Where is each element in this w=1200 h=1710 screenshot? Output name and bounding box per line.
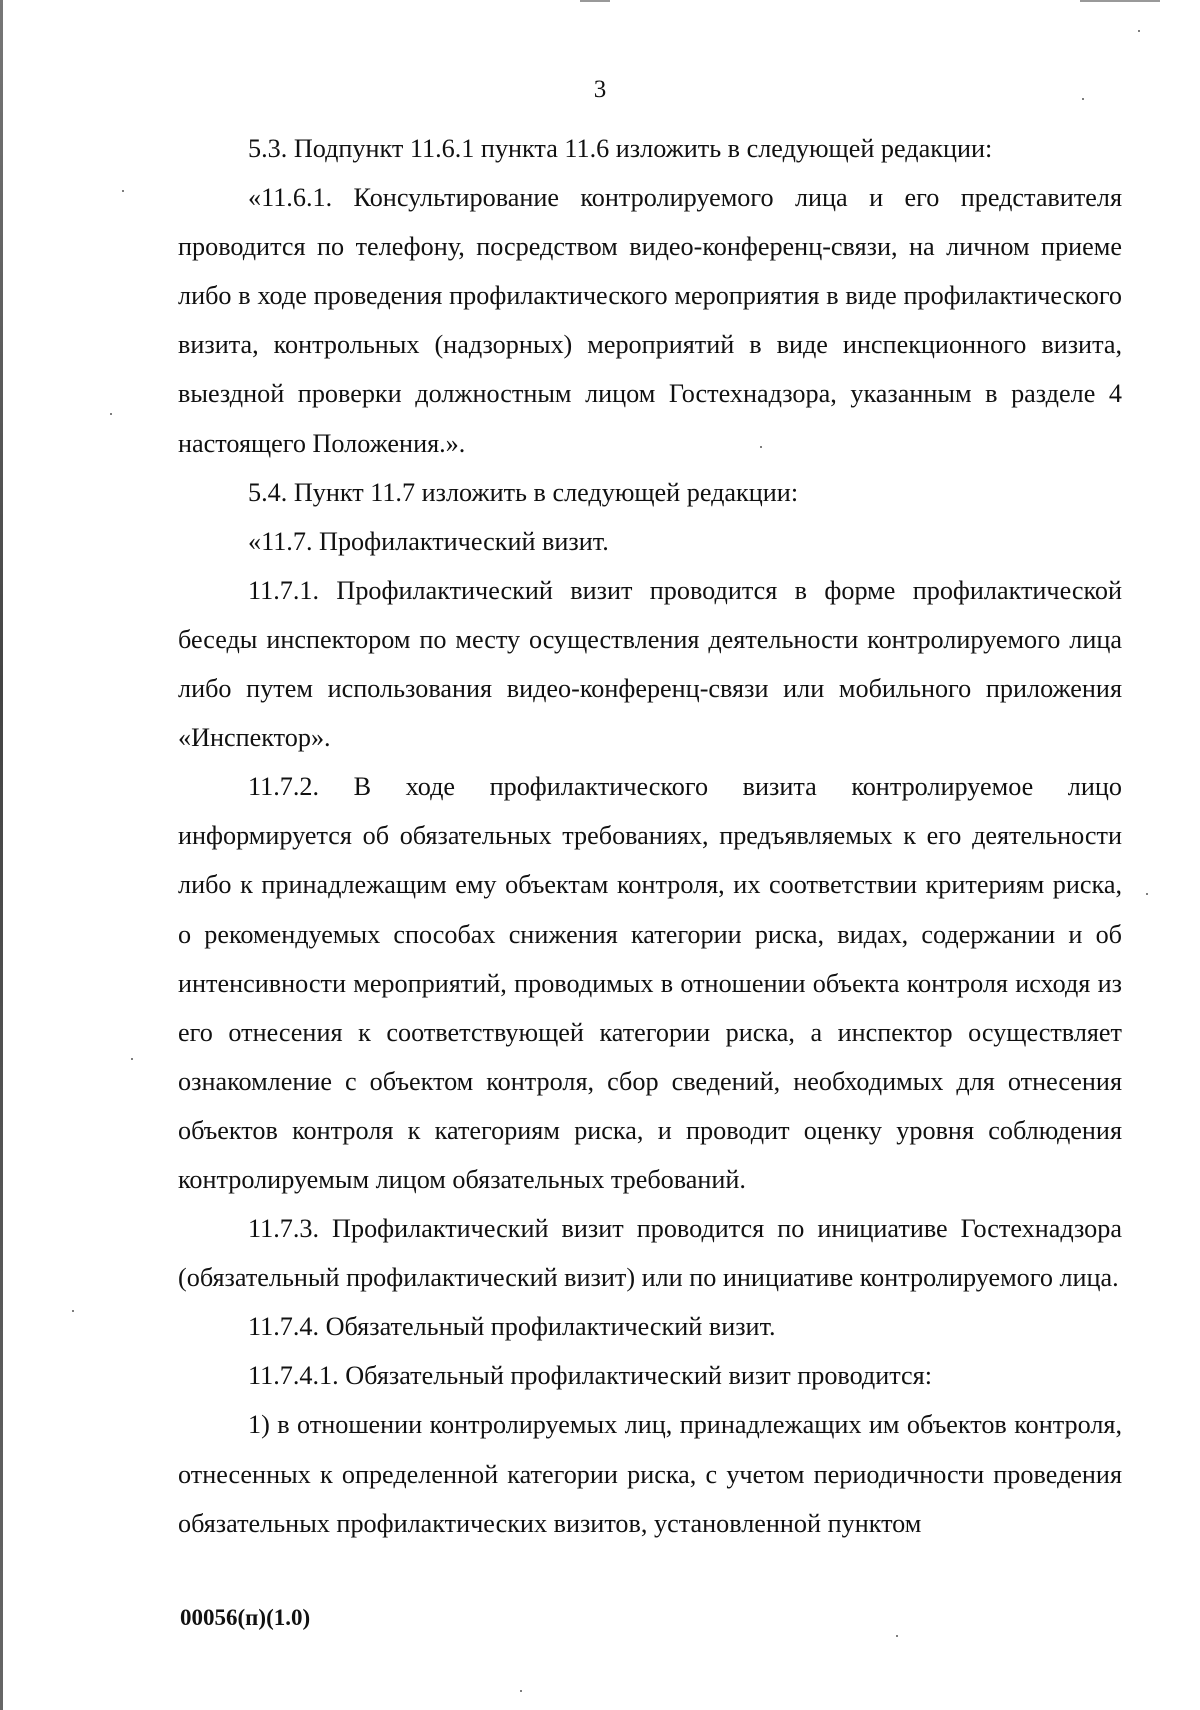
scan-speck: [1146, 893, 1148, 895]
scan-speck: [110, 413, 112, 415]
page-number: 3: [593, 76, 607, 103]
paragraph-item-1: 1) в отношении контролируемых лиц, принадлежащих им объектов контроля, отнесенных к определенной категории риска, с учетом периодичности проведения обязательных профилактических визитов, установленной пунктом: [178, 1410, 1122, 1538]
scan-speck: [122, 190, 124, 192]
scan-speck: [131, 1058, 133, 1060]
scan-speck: [72, 1310, 74, 1312]
paragraph-11-7-4-1: 11.7.4.1. Обязательный профилактический визит проводится:: [248, 1361, 932, 1391]
paragraph-11-7-3: 11.7.3. Профилактический визит проводится по инициативе Гостехнадзора (обязательный профилактический визит) или по инициативе контролируемого лица.: [178, 1214, 1122, 1293]
document-body: [178, 124, 1122, 1548]
paragraph-11-6-1: «11.6.1. Консультирование контролируемого лица и его представителя проводится по телефону, посредством видео-конференц-связи, на личном приеме либо в ходе проведения профилактического мероприятия в виде профилактического визита, контрольных (надзорных) мероприятий в виде инспекционного визита, выездной проверки должностным лицом Гостехнадзора, указанным в разделе 4 настоящего Положения.».: [178, 183, 1122, 458]
scan-speck: [520, 1690, 522, 1692]
paragraph-5-3: 5.3. Подпункт 11.6.1 пункта 11.6 изложить в следующей редакции:: [248, 134, 993, 163]
scan-speck: [896, 1635, 898, 1637]
document-code: 00056(п)(1.0): [180, 1605, 311, 1630]
scan-mark: [580, 0, 610, 2]
scan-mark: [1080, 0, 1160, 2]
paragraph-5-4: 5.4. Пункт 11.7 изложить в следующей редакции:: [248, 477, 799, 507]
scan-edge-shadow: [0, 0, 3, 1710]
paragraph-11-7-2: 11.7.2. В ходе профилактического визита контролируемое лицо информируется об обязательных требованиях, предъявляемых к его деятельности либо к принадлежащим ему объектам контроля, их соответствии критериям риска, о рекомендуемых способах снижения категории риска, видах, содержании и об интенсивности мероприятий, проводимых в отношении объекта контроля исходя из его отнесения к соответствующей категории риска, а инспектор осуществляет ознакомление с объектом контроля, сбор сведений, необходимых для отнесения объектов контроля к категориям риска, и проводит оценку уровня соблюдения контролируемым лицом обязательных требований.: [178, 772, 1122, 1194]
paragraph-11-7-heading: «11.7. Профилактический визит.: [248, 526, 609, 556]
scan-speck: [1138, 30, 1140, 32]
paragraph-11-7-4: 11.7.4. Обязательный профилактический визит.: [248, 1312, 776, 1342]
paragraph-11-7-1: 11.7.1. Профилактический визит проводится в форме профилактической беседы инспектором по месту осуществления деятельности контролируемого лица либо путем использования видео-конференц-связи или мобильного приложения «Инспектор».: [178, 575, 1122, 753]
